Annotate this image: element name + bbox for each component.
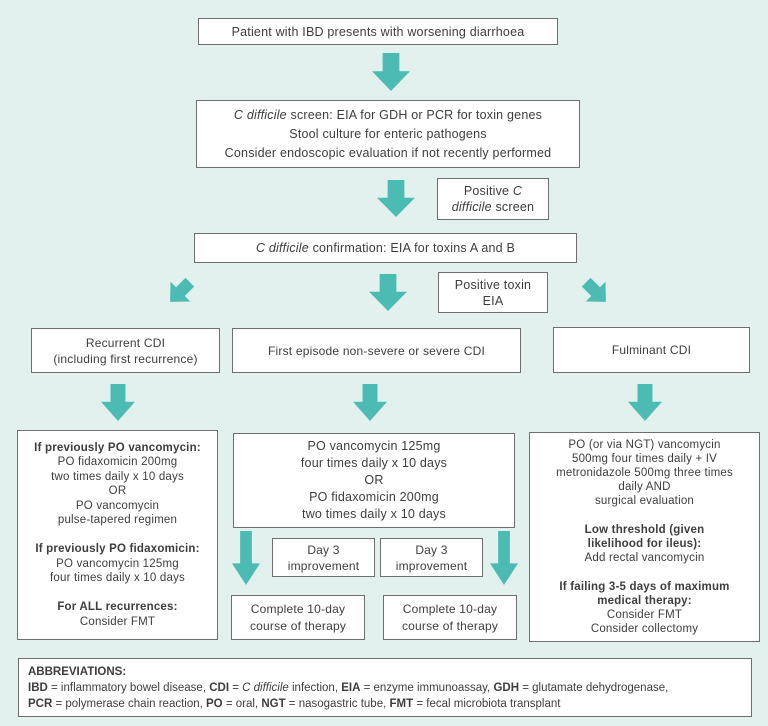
complete-course-box-right: Complete 10-day course of therapy xyxy=(383,595,517,640)
day3-improvement-box-left: Day 3 improvement xyxy=(272,538,375,577)
recurrent-cdi-box: Recurrent CDI (including first recurrence) xyxy=(31,328,220,373)
complete-course-box-left: Complete 10-day course of therapy xyxy=(231,595,365,640)
abbreviations-box: ABBREVIATIONS: IBD = inflammatory bowel disease, CDI = C difficile infection, EIA = enzyme immunoassay, GDH = glutamate dehydrogenase, PCR = polymerase chain reaction, PO = oral, NGT = nasogastric tube, FMT = fecal microbiota transplant xyxy=(18,658,752,717)
recurrent-treatment-box: If previously PO vancomycin: PO fidaxomicin 200mg two times daily x 10 days OR PO vancomycin pulse-tapered regimen If previously PO fidaxomicin: PO vancomycin 125mg four times daily x 10 days For ALL recurrences: Consider FMT xyxy=(17,430,218,640)
patient-presentation-box: Patient with IBD presents with worsening diarrhoea xyxy=(198,18,558,45)
arrow-down-icon xyxy=(232,531,260,585)
fulminant-treatment-box: PO (or via NGT) vancomycin 500mg four times daily + IV metronidazole 500mg three times daily AND surgical evaluation Low threshold (given likelihood for ileus): Add rectal vancomycin If failing 3-5 days of maximum medical therapy: Consider FMT Consider collectomy xyxy=(529,432,760,642)
arrow-down-icon xyxy=(369,274,407,311)
arrow-down-icon xyxy=(628,384,662,421)
arrow-down-icon xyxy=(490,531,518,585)
arrow-diagonal-left-icon xyxy=(160,272,200,312)
arrow-down-icon xyxy=(353,384,387,421)
arrow-diagonal-right-icon xyxy=(576,272,616,312)
day3-improvement-box-right: Day 3 improvement xyxy=(380,538,483,577)
fulminant-cdi-box: Fulminant CDI xyxy=(553,327,750,373)
arrow-down-icon xyxy=(101,384,135,421)
positive-toxin-label: Positive toxin EIA xyxy=(438,272,548,313)
first-episode-treatment-box: PO vancomycin 125mg four times daily x 10 days OR PO fidaxomicin 200mg two times daily x 10 days xyxy=(233,433,515,528)
first-episode-cdi-box: First episode non-severe or severe CDI xyxy=(232,328,521,373)
cdiff-screen-box: C difficile screen: EIA for GDH or PCR for toxin genes Stool culture for enteric pathogens Consider endoscopic evaluation if not recently performed xyxy=(196,100,580,168)
positive-screen-label: Positive C difficile screen xyxy=(437,178,549,220)
arrow-down-icon xyxy=(377,180,415,217)
arrow-down-icon xyxy=(372,53,410,91)
cdiff-confirmation-box: C difficile confirmation: EIA for toxins A and B xyxy=(194,233,577,263)
